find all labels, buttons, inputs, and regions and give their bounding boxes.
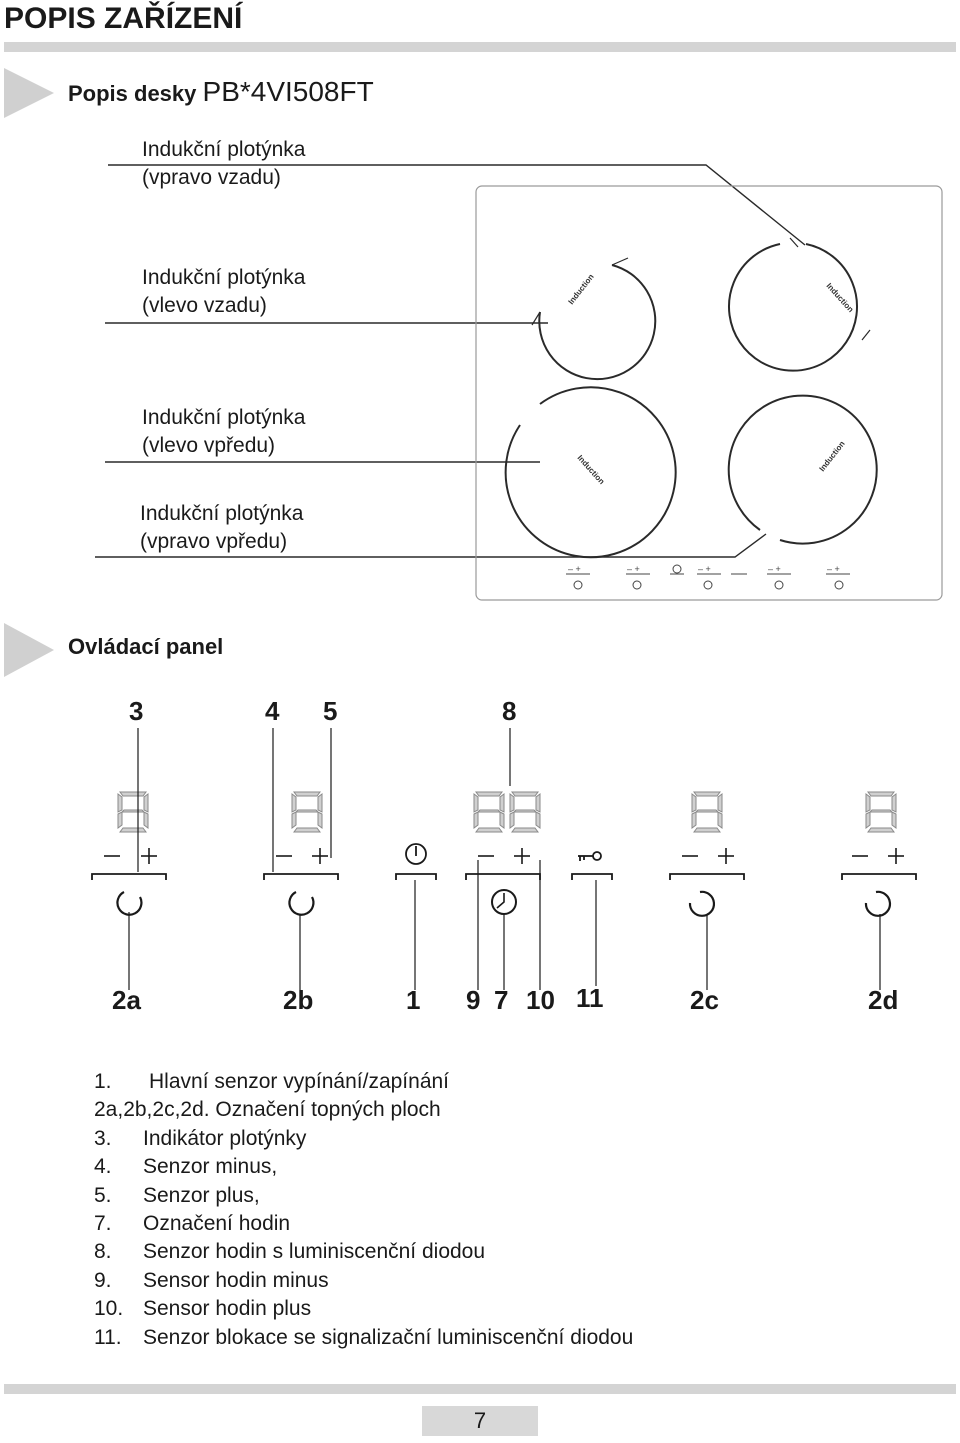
callout-line: Indukční plotýnka — [142, 406, 306, 429]
svg-text:– +: – + — [768, 564, 781, 574]
zone-label: Induction — [575, 453, 607, 487]
hob-heading-prefix: Popis desky — [68, 81, 197, 106]
svg-text:– +: – + — [568, 564, 581, 574]
label-3: 3 — [129, 696, 144, 726]
display-2d — [864, 790, 898, 834]
sensor-bracket — [396, 874, 436, 880]
zone-2d-icon — [866, 892, 890, 916]
display-2a — [116, 790, 150, 834]
zone-label: Induction — [817, 439, 847, 474]
legend-item: 1. Hlavní senzor vypínání/zapínání — [94, 1070, 450, 1093]
callout-line: Indukční plotýnka — [142, 138, 306, 161]
zone-label: Induction — [566, 272, 596, 307]
label-9: 9 — [466, 985, 481, 1015]
zone-2a-icon — [117, 892, 141, 915]
callout-line: Indukční plotýnka — [140, 502, 304, 525]
legend-item: 8. Senzor hodin s luminiscenční diodou — [94, 1240, 486, 1264]
label-2d: 2d — [868, 985, 899, 1015]
svg-text:– +: – + — [698, 564, 711, 574]
display-2b — [290, 790, 324, 834]
legend-item: 4. Senzor minus, — [94, 1155, 278, 1179]
panel-heading: Ovládací panel — [68, 634, 224, 659]
label-11: 11 — [576, 983, 604, 1013]
label-2a: 2a — [112, 985, 141, 1015]
zone-2c-icon — [690, 892, 714, 916]
callout-line: (vlevo vpředu) — [142, 434, 276, 457]
label-10: 10 — [526, 985, 555, 1015]
zone-2b-icon — [289, 892, 313, 915]
timer-display — [472, 790, 506, 834]
legend-item: 5. Senzor plus, — [94, 1183, 260, 1207]
legend-item: 2a,2b,2c,2d. Označení topných ploch — [94, 1098, 441, 1122]
sensor-bracket — [842, 874, 916, 880]
sensor-bracket — [572, 874, 612, 880]
legend-list — [94, 1068, 633, 1352]
model-name: PB*4VI508FT — [202, 76, 374, 107]
bottom-rule — [4, 1384, 956, 1394]
legend-item: 10. Sensor hodin plus — [94, 1297, 312, 1321]
sensor-bracket — [670, 874, 744, 880]
label-5: 5 — [323, 696, 338, 726]
label-4: 4 — [265, 696, 280, 726]
display-2c — [690, 790, 724, 834]
callout-line: (vpravo vzadu) — [142, 166, 281, 189]
svg-text:– +: – + — [827, 564, 840, 574]
legend-item: 7. Označení hodin — [94, 1212, 291, 1236]
label-2c: 2c — [690, 985, 719, 1015]
key-icon — [578, 852, 601, 861]
label-2b: 2b — [283, 985, 314, 1015]
zone-label: Induction — [824, 281, 856, 315]
sensor-bracket — [466, 874, 540, 880]
callout-line: (vlevo vzadu) — [142, 294, 267, 317]
sensor-bracket — [92, 874, 166, 880]
callout-line: (vpravo vpředu) — [140, 530, 288, 553]
page-title: POPIS ZAŘÍZENÍ — [4, 2, 243, 35]
callout-line: Indukční plotýnka — [142, 266, 306, 289]
legend-item: 3. Indikátor plotýnky — [94, 1126, 307, 1150]
page-number: 7 — [422, 1406, 538, 1436]
label-8: 8 — [502, 696, 517, 726]
timer-display — [508, 790, 542, 834]
sensor-bracket — [264, 874, 338, 880]
label-7: 7 — [494, 985, 509, 1015]
legend-item: 11. Senzor blokace se signalizační luminiscenční diodou — [94, 1325, 634, 1349]
svg-text:– +: – + — [627, 564, 640, 574]
legend-item: 9. Sensor hodin minus — [94, 1268, 329, 1292]
label-1: 1 — [406, 985, 421, 1015]
